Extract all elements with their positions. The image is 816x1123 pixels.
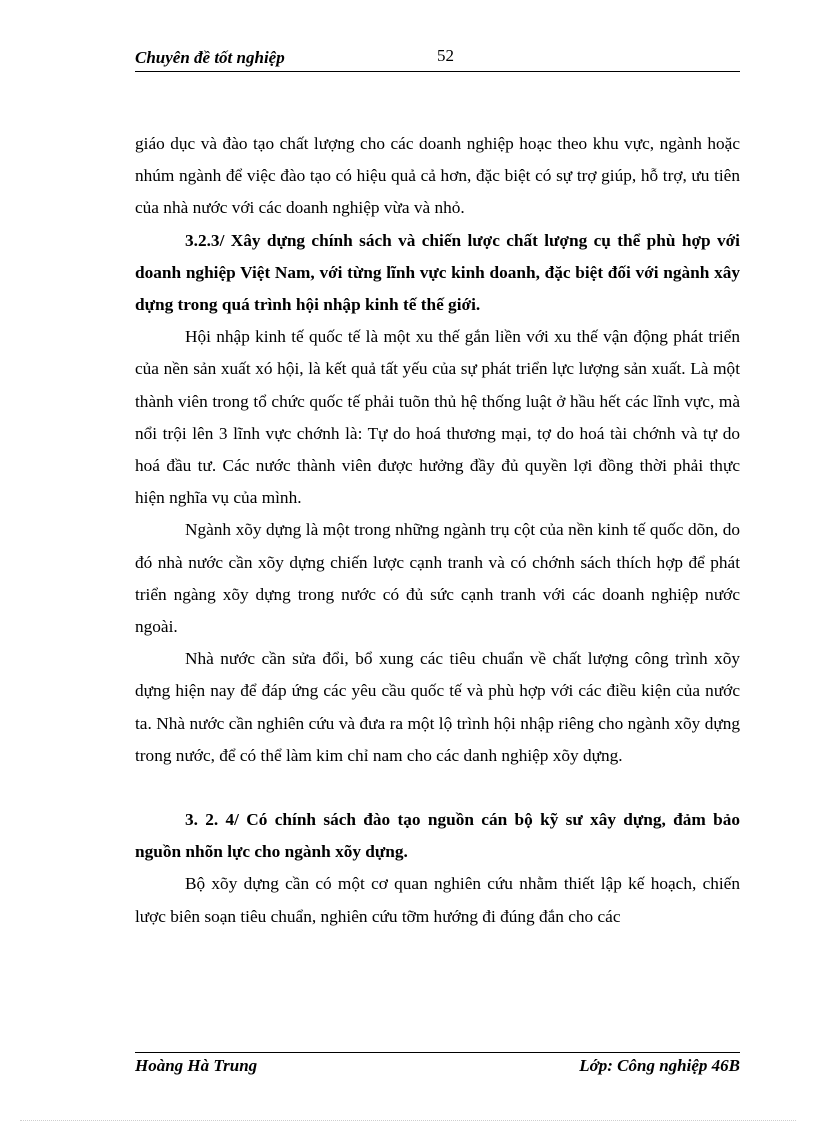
page-body (135, 128, 740, 933)
document-title: Chuyên đề tốt nghiệp (135, 48, 285, 67)
footer-rule (135, 1052, 740, 1053)
header-rule (135, 71, 740, 72)
paragraph-ministry: Bộ xõy dựng cần có một cơ quan nghiên cứu nhằm thiết lập kế hoạch, chiến lược biên soạn tiêu chuẩn, nghiên cứu tỡm hướng đi đúng đắn cho các (135, 874, 740, 926)
footer-class: Lớp: Công nghiệp 46B (579, 1056, 740, 1075)
page-number: 52 (437, 46, 454, 65)
page-bottom-border (20, 1120, 796, 1121)
paragraph-construction-industry: Ngành xõy dựng là một trong những ngành trụ cột của nền kinh tế quốc dõn, do đó nhà nước cần xõy dựng chiến lược cạnh tranh và có chớnh sách thích hợp để phát triển ngàng xõy dựng trong nước có đủ sức cạnh tranh với các doanh nghiệp nước ngoài. (135, 520, 740, 637)
footer-author: Hoàng Hà Trung (135, 1056, 258, 1075)
page-header (135, 48, 740, 70)
section-heading-3-2-3: 3.2.3/ Xây dựng chính sách và chiến lược chất lượng cụ thể phù hợp với doanh nghiệp Việt Nam, với từng lĩnh vực kinh doanh, đặc biệt đối với ngành xây dựng trong quá trình hội nhập kinh tế thế giới. (135, 230, 740, 315)
paragraph-integration: Hội nhập kinh tế quốc tế là một xu thế gắn liền với xu thế vận động phát triển của nền sản xuất xó hội, là kết quả tất yếu của sự phát triển lực lượng sản xuất. Là một thành viên trong tổ chức quốc tế phải tuõn thủ hệ thống luật ở hầu hết các lĩnh vực, mà nổi trội lên 3 lĩnh vực chớnh là: Tự do hoá thương mại, tợ do hoá tài chớnh và tự do hoá đầu tư. Các nước thành viên được hưởng đầy đủ quyền lợi đồng thời phải thực hiện nghĩa vụ của mình. (135, 327, 740, 508)
paragraph-continued: giáo dục và đào tạo chất lượng cho các doanh nghiệp hoạc theo khu vực, ngành hoặc nhúm ngành để việc đào tạo có hiệu quả cả hơn, đặc biệt có sự trợ giúp, hỗ trợ, ưu tiên của nhà nước với các doanh nghiệp vừa và nhỏ. (135, 134, 740, 218)
section-heading-3-2-4: 3. 2. 4/ Có chính sách đào tạo nguồn cán bộ kỹ sư xây dựng, đảm bảo nguồn nhõn lực cho ngành xõy dựng. (135, 810, 740, 862)
paragraph-standards: Nhà nước cần sửa đổi, bổ xung các tiêu chuẩn về chất lượng công trình xõy dựng hiện nay để đáp ứng các yêu cầu quốc tế và phù hợp với các điều kiện của nước ta. Nhà nước cần nghiên cứu và đưa ra một lộ trình hội nhập riêng cho ngành xõy dựng trong nước, để có thể làm kim chỉ nam cho các danh nghiệp xõy dựng. (135, 649, 740, 765)
page-footer (135, 1056, 740, 1078)
